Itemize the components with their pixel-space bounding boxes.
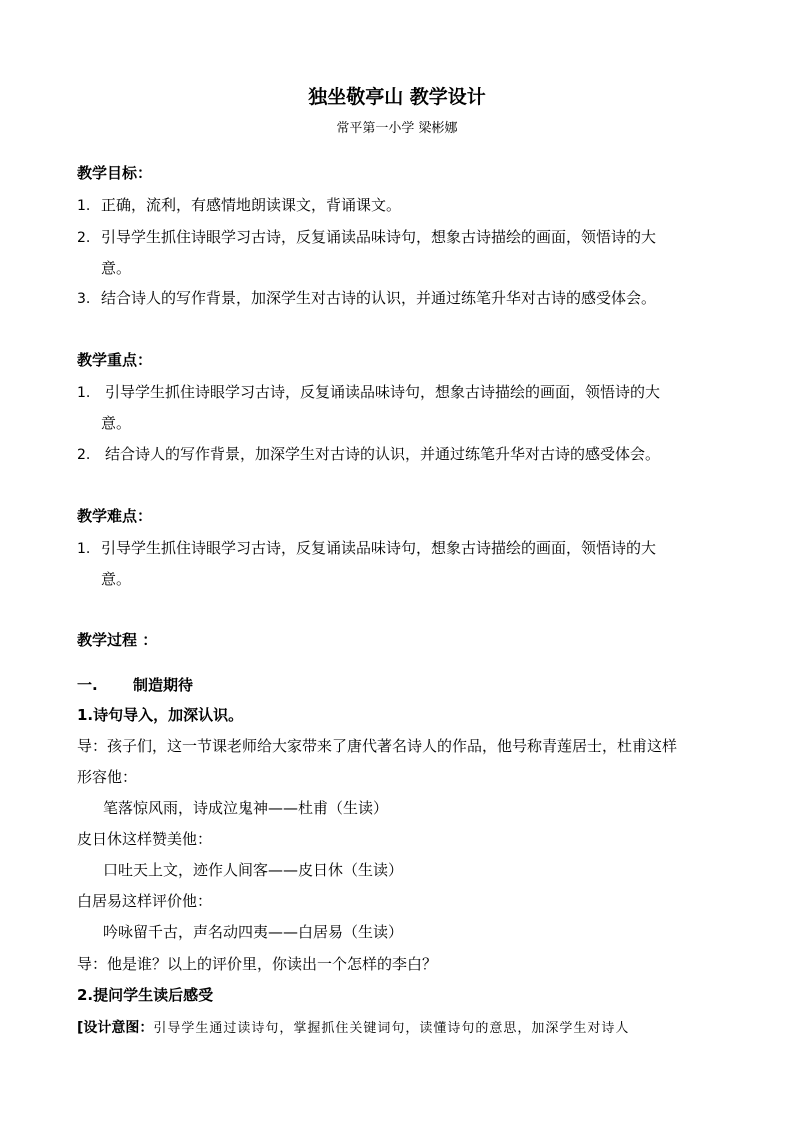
process-heading: 教学过程 ： (77, 631, 158, 649)
key-point-1-number: 1. (77, 385, 91, 401)
difficulty-1-text-cont: 意。 (101, 570, 132, 588)
quote-du-fu: 笔落惊风雨，诗成泣鬼神——杜甫（生读） (103, 799, 389, 817)
step-1-title: 1.诗句导入，加深认识。 (77, 706, 244, 724)
objectives-heading: 教学目标： (77, 164, 153, 182)
key-point-1-text-cont: 意。 (101, 414, 132, 432)
document-title: 独坐敬亭山 教学设计 (308, 86, 486, 108)
objective-2-number: 2. (77, 230, 91, 246)
lead-pi-rixiu: 皮日休这样赞美他： (77, 830, 213, 848)
difficulty-1-text: 引导学生抓住诗眼学习古诗，反复诵读品味诗句，想象古诗描绘的画面，领悟诗的大 (101, 539, 657, 557)
difficulty-1-number: 1. (77, 541, 91, 557)
quote-pi-rixiu: 口吐天上文，迹作人间客——皮日休（生读） (103, 861, 404, 879)
design-intent-label: [设计意图： (77, 1020, 154, 1036)
key-point-2-text: 结合诗人的写作背景，加深学生对古诗的认识，并通过练笔升华对古诗的感受体会。 (105, 445, 661, 463)
document-author: 常平第一小学 梁彬娜 (336, 121, 458, 136)
intro-text: 导：孩子们，这一节课老师给大家带来了唐代著名诗人的作品，他号称青莲居士，杜甫这样 (77, 737, 678, 755)
objective-2-text-cont: 意。 (101, 259, 132, 277)
objective-3-number: 3. (77, 291, 91, 307)
objective-3-text: 结合诗人的写作背景，加深学生对古诗的认识，并通过练笔升华对古诗的感受体会。 (101, 289, 657, 307)
key-point-2-number: 2. (77, 447, 91, 463)
section-1-number: 一. (77, 676, 98, 694)
objective-2-text: 引导学生抓住诗眼学习古诗，反复诵读品味诗句，想象古诗描绘的画面，领悟诗的大 (101, 228, 657, 246)
quote-bai-juyi: 吟咏留千古，声名动四夷——白居易（生读） (103, 923, 404, 941)
lead-bai-juyi: 白居易这样评价他： (77, 892, 213, 910)
guiding-question: 导：他是谁？以上的评价里，你读出一个怎样的李白？ (77, 955, 438, 973)
design-intent (77, 1019, 629, 1035)
step-2-title: 2.提问学生读后感受 (77, 986, 214, 1004)
section-1-title: 制造期待 (133, 676, 194, 694)
objective-1-text: 正确，流利，有感情地朗读课文，背诵课文。 (101, 196, 402, 214)
key-point-1-text: 引导学生抓住诗眼学习古诗，反复诵读品味诗句，想象古诗描绘的画面，领悟诗的大 (105, 383, 661, 401)
objective-1-number: 1. (77, 198, 91, 214)
key-points-heading: 教学重点： (77, 351, 153, 369)
intro-text-cont: 形容他： (77, 768, 138, 786)
design-intent-text: 引导学生通过读诗句，掌握抓住关键词句，读懂诗句的意思，加深学生对诗人 (153, 1021, 630, 1036)
difficulties-heading: 教学难点： (77, 507, 153, 525)
